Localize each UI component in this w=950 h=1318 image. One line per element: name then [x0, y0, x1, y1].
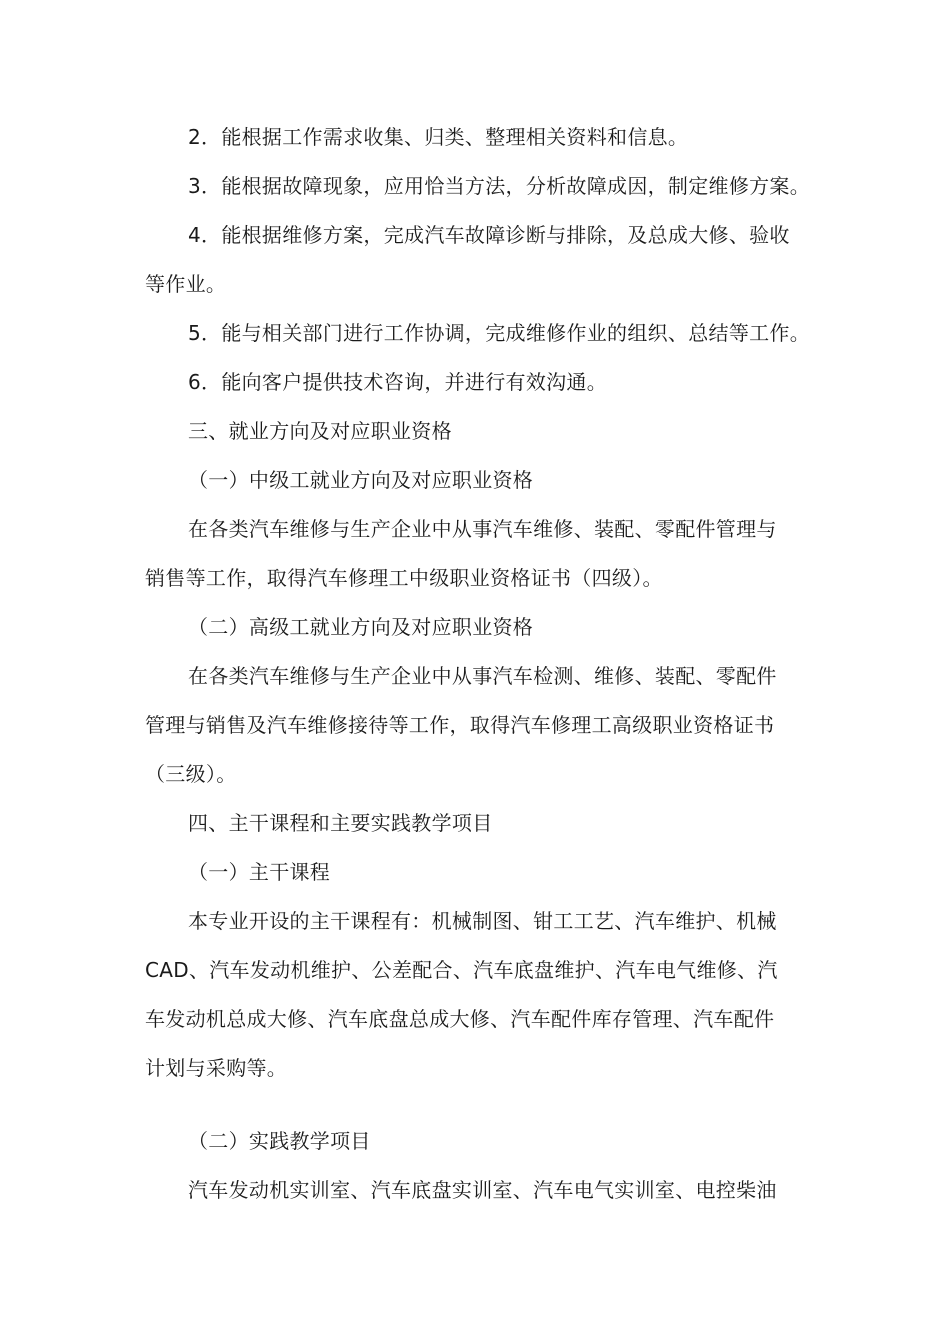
list-item-5: 5．能与相关部门进行工作协调，完成维修作业的组织、总结等工作。: [188, 321, 811, 345]
paragraph-courses-end: 计划与采购等。: [145, 1056, 288, 1080]
section-heading-4: 四、主干课程和主要实践教学项目: [188, 811, 493, 835]
paragraph-intermediate-continued: 销售等工作，取得汽车修理工中级职业资格证书（四级）。: [145, 566, 663, 590]
paragraph-intermediate: 在各类汽车维修与生产企业中从事汽车维修、装配、零配件管理与: [188, 517, 777, 541]
list-item-6: 6．能向客户提供技术咨询，并进行有效沟通。: [188, 370, 608, 394]
paragraph-courses: 本专业开设的主干课程有：机械制图、钳工工艺、汽车维护、机械: [188, 909, 777, 933]
subsection-heading-advanced: （二）高级工就业方向及对应职业资格: [188, 615, 534, 639]
list-item-4: 4．能根据维修方案，完成汽车故障诊断与排除，及总成大修、验收: [188, 223, 790, 247]
list-item-3: 3．能根据故障现象，应用恰当方法，分析故障成因，制定维修方案。: [188, 174, 811, 198]
list-item-4-continued: 等作业。: [145, 272, 227, 296]
paragraph-advanced: 在各类汽车维修与生产企业中从事汽车检测、维修、装配、零配件: [188, 664, 777, 688]
paragraph-advanced-end: （三级）。: [145, 762, 237, 786]
subsection-heading-practice: （二）实践教学项目: [188, 1129, 371, 1153]
paragraph-courses-continued-1: CAD、汽车发动机维护、公差配合、汽车底盘维护、汽车电气维修、汽: [145, 958, 778, 982]
section-heading-3: 三、就业方向及对应职业资格: [188, 419, 452, 443]
paragraph-courses-continued-2: 车发动机总成大修、汽车底盘总成大修、汽车配件库存管理、汽车配件: [145, 1007, 775, 1031]
subsection-heading-courses: （一）主干课程: [188, 860, 331, 884]
subsection-heading-intermediate: （一）中级工就业方向及对应职业资格: [188, 468, 534, 492]
paragraph-practice: 汽车发动机实训室、汽车底盘实训室、汽车电气实训室、电控柴油: [188, 1178, 777, 1202]
list-item-2: 2．能根据工作需求收集、归类、整理相关资料和信息。: [188, 125, 689, 149]
paragraph-advanced-continued: 管理与销售及汽车维修接待等工作，取得汽车修理工高级职业资格证书: [145, 713, 775, 737]
